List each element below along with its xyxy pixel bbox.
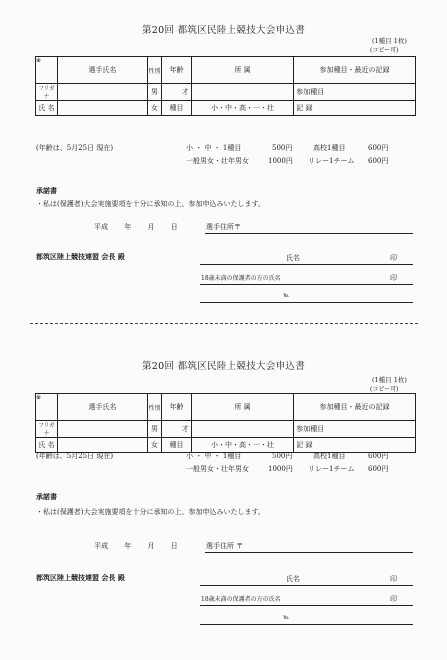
fee-item2-2: リレー1チーム [308,157,355,165]
address-line[interactable] [205,233,413,234]
affiliation-field[interactable] [192,421,294,438]
category-options[interactable]: 小・中・高・一・壮 [192,101,294,116]
event-label: 参加種目 [296,425,325,433]
entry-table [35,393,416,453]
fee-category-1: 小 ・ 中 ・ 1種目 [186,452,242,460]
sheet-count-note: (1種目 1枚) [372,37,407,45]
entry-form-2 [0,340,447,660]
fee-price-2: 1000円 [268,465,293,473]
event-field[interactable] [294,84,416,101]
tel-line[interactable] [200,624,413,625]
entry-table [35,56,416,116]
age-note: (年齢は、5月25日 現在) [36,144,114,152]
category-label: 種目 [162,438,192,453]
category-options[interactable]: 小・中・高・一・壮 [192,438,294,453]
header-name: 選手氏名 [58,394,148,421]
age-field[interactable] [162,84,192,101]
fee-price2-1: 600円 [368,144,389,152]
age-unit: 才 [181,88,189,96]
date-label: 平成 年 月 日 [94,542,178,550]
guardian-seal: 印 [390,595,397,603]
tel-label: ℡ [283,614,290,621]
guardian-line[interactable] [200,284,413,285]
fee-price-1: 500円 [272,144,293,152]
fee-price-2: 1000円 [268,157,293,165]
fee-category-2: 一般男女・壮年男女 [186,465,249,473]
record-label: 記 録 [296,104,313,112]
header-affiliation: 所 属 [192,394,294,421]
name-sig-label: 氏名 [286,575,300,583]
name-sig-line[interactable] [200,585,413,586]
form-title: 第20回 都筑区民陸上競技大会申込書 [141,361,305,372]
affiliation-field[interactable] [192,84,294,101]
addressee: 都筑区陸上競技連盟 会長 殿 [36,573,125,582]
furigana-field[interactable] [58,421,148,438]
name-field[interactable] [58,101,148,116]
address-line[interactable] [205,552,413,553]
event-label: 参加種目 [296,88,325,96]
entry-form-1 [0,0,447,320]
header-events: 参加種目・最近の記録 [294,394,416,421]
age-note: (年齢は、5月25日 現在) [36,452,114,460]
header-gender: 性別 [148,394,162,421]
seal-mark: 印 [390,575,397,583]
fee-category-2: 一般男女・壮年男女 [186,157,249,165]
fee-price2-1: 600円 [368,452,389,460]
form-title: 第20回 都筑区民陸上競技大会申込書 [141,25,305,36]
fee-item2-1: 高校1種目 [313,144,346,152]
header-age: 年齢 [162,57,192,84]
age-unit: 才 [181,425,189,433]
address-label: 選手住所〒 [206,223,241,231]
copy-allowed-note: (コピー可) [370,47,399,54]
name-sig-line[interactable] [200,264,413,265]
fee-item2-1: 高校1種目 [313,452,346,460]
copy-allowed-note: (コピー可) [370,386,399,393]
gender-male[interactable]: 男 [148,421,162,438]
header-events: 参加種目・最近の記録 [294,57,416,84]
header-affiliation: 所 属 [192,57,294,84]
tel-line[interactable] [200,302,413,303]
consent-text: ・私は(保護者)大会実施要項を十分に承知の上、参加申込みいたします。 [36,508,265,516]
office-mark: ※ [36,394,58,421]
fee-item2-2: リレー1チーム [308,465,355,473]
guardian-label: 18歳未満の保護者の方の氏名 [201,596,281,603]
fee-price2-2: 600円 [368,157,389,165]
header-gender: 性別 [148,57,162,84]
address-label: 選手住所 〒 [206,542,244,550]
consent-text: ・私は(保護者)大会実施要項を十分に承知の上、参加申込みいたします。 [36,200,265,208]
name-label: 氏 名 [36,101,58,116]
addressee: 都筑区陸上競技連盟 会長 殿 [36,252,125,261]
cut-line [30,323,418,324]
category-label: 種目 [162,101,192,116]
name-label: 氏 名 [36,438,58,453]
furigana-label: フリガナ [36,84,58,101]
fee-price2-2: 600円 [368,465,389,473]
consent-title: 承諾書 [36,186,57,195]
sheet-count-note: (1種目 1枚) [372,376,407,384]
furigana-label: フリガナ [36,421,58,438]
fee-category-1: 小 ・ 中 ・ 1種目 [186,144,242,152]
record-label: 記 録 [296,441,313,449]
date-label: 平成 年 月 日 [94,223,178,231]
seal-mark: 印 [390,254,397,262]
record-field[interactable] [294,438,416,453]
gender-female[interactable]: 女 [148,438,162,453]
fee-price-1: 500円 [272,452,293,460]
consent-title: 承諾書 [36,492,57,501]
guardian-line[interactable] [200,605,413,606]
gender-female[interactable]: 女 [148,101,162,116]
header-name: 選手氏名 [58,57,148,84]
age-field[interactable] [162,421,192,438]
header-age: 年齢 [162,394,192,421]
office-mark: ※ [36,57,58,84]
name-sig-label: 氏名 [286,254,300,262]
guardian-seal: 印 [390,274,397,282]
event-field[interactable] [294,421,416,438]
gender-male[interactable]: 男 [148,84,162,101]
guardian-label: 18歳未満の保護者の方の氏名 [201,275,281,282]
furigana-field[interactable] [58,84,148,101]
tel-label: ℡ [283,292,290,299]
record-field[interactable] [294,101,416,116]
